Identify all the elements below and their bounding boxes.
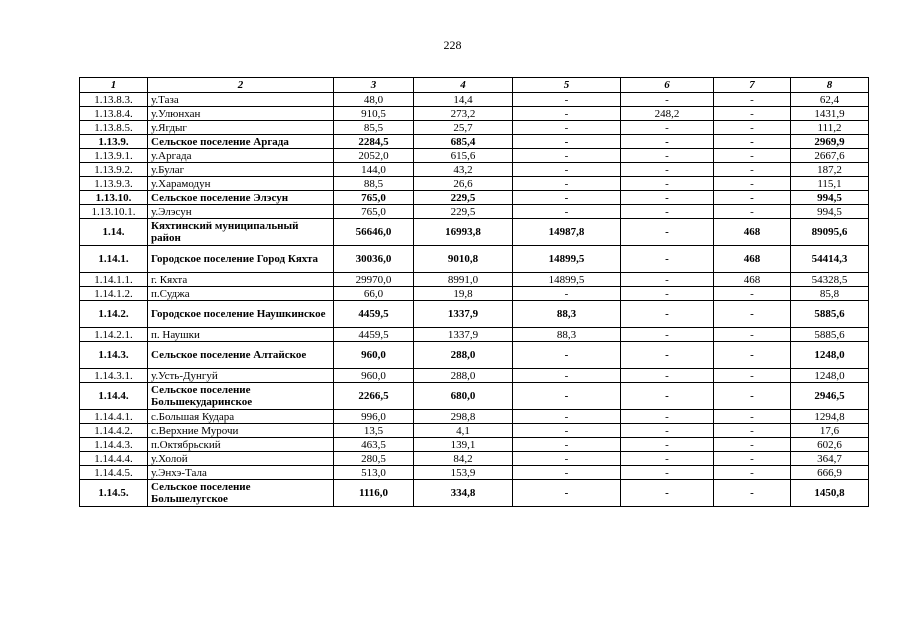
cell-value-col-5: - bbox=[513, 107, 621, 121]
cell-settlement-name: у.Улюнхан bbox=[148, 107, 334, 121]
cell-value-col-3: 85,5 bbox=[334, 121, 414, 135]
cell-value-col-5: - bbox=[513, 452, 621, 466]
cell-value-col-3: 13,5 bbox=[334, 424, 414, 438]
cell-value-col-5: - bbox=[513, 410, 621, 424]
cell-value-col-6: - bbox=[621, 287, 714, 301]
cell-settlement-name: у.Энхэ-Тала bbox=[148, 466, 334, 480]
cell-value-col-3: 29970,0 bbox=[334, 273, 414, 287]
cell-settlement-name: п.Октябрьский bbox=[148, 438, 334, 452]
cell-value-col-5: - bbox=[513, 163, 621, 177]
table-row bbox=[80, 273, 869, 287]
table-row bbox=[80, 163, 869, 177]
cell-row-number: 1.13.9.2. bbox=[80, 163, 148, 177]
cell-value-col-3: 513,0 bbox=[334, 466, 414, 480]
table-row bbox=[80, 246, 869, 273]
cell-value-col-6: - bbox=[621, 246, 714, 273]
column-header-7: 7 bbox=[714, 78, 791, 93]
cell-value-col-6: - bbox=[621, 149, 714, 163]
cell-total-col-8: 111,2 bbox=[791, 121, 869, 135]
cell-value-col-4: 615,6 bbox=[414, 149, 513, 163]
column-header-4: 4 bbox=[414, 78, 513, 93]
cell-value-col-3: 88,5 bbox=[334, 177, 414, 191]
cell-value-col-6: - bbox=[621, 480, 714, 507]
table-header-row bbox=[80, 78, 869, 93]
cell-value-col-6: - bbox=[621, 438, 714, 452]
cell-value-col-4: 153,9 bbox=[414, 466, 513, 480]
cell-value-col-5: 88,3 bbox=[513, 328, 621, 342]
cell-total-col-8: 54328,5 bbox=[791, 273, 869, 287]
cell-value-col-7: - bbox=[714, 163, 791, 177]
cell-value-col-6: - bbox=[621, 205, 714, 219]
cell-total-col-8: 994,5 bbox=[791, 205, 869, 219]
cell-value-col-4: 298,8 bbox=[414, 410, 513, 424]
cell-total-col-8: 1294,8 bbox=[791, 410, 869, 424]
page-number: 228 bbox=[443, 38, 462, 52]
cell-value-col-7: - bbox=[714, 369, 791, 383]
cell-value-col-7: - bbox=[714, 93, 791, 107]
table-row bbox=[80, 383, 869, 410]
column-header-5: 5 bbox=[513, 78, 621, 93]
table-row bbox=[80, 438, 869, 452]
cell-value-col-6: - bbox=[621, 93, 714, 107]
cell-total-col-8: 2946,5 bbox=[791, 383, 869, 410]
cell-total-col-8: 17,6 bbox=[791, 424, 869, 438]
cell-value-col-4: 1337,9 bbox=[414, 328, 513, 342]
cell-value-col-3: 765,0 bbox=[334, 205, 414, 219]
cell-value-col-5: 14899,5 bbox=[513, 246, 621, 273]
table-row bbox=[80, 328, 869, 342]
cell-value-col-4: 139,1 bbox=[414, 438, 513, 452]
cell-value-col-3: 56646,0 bbox=[334, 219, 414, 246]
cell-value-col-6: - bbox=[621, 121, 714, 135]
cell-total-col-8: 54414,3 bbox=[791, 246, 869, 273]
cell-value-col-7: - bbox=[714, 383, 791, 410]
cell-value-col-3: 30036,0 bbox=[334, 246, 414, 273]
table-row bbox=[80, 205, 869, 219]
cell-value-col-5: - bbox=[513, 438, 621, 452]
cell-value-col-6: - bbox=[621, 424, 714, 438]
cell-settlement-name: Сельское поселение Аргада bbox=[148, 135, 334, 149]
cell-row-number: 1.14.1.1. bbox=[80, 273, 148, 287]
table-row bbox=[80, 480, 869, 507]
cell-value-col-3: 4459,5 bbox=[334, 301, 414, 328]
table-row bbox=[80, 301, 869, 328]
cell-value-col-5: - bbox=[513, 149, 621, 163]
cell-settlement-name: у.Ягдыг bbox=[148, 121, 334, 135]
cell-settlement-name: п.Суджа bbox=[148, 287, 334, 301]
cell-value-col-6: - bbox=[621, 191, 714, 205]
cell-total-col-8: 364,7 bbox=[791, 452, 869, 466]
cell-value-col-6: - bbox=[621, 383, 714, 410]
cell-value-col-4: 25,7 bbox=[414, 121, 513, 135]
cell-value-col-3: 960,0 bbox=[334, 342, 414, 369]
cell-row-number: 1.14.4.2. bbox=[80, 424, 148, 438]
cell-value-col-4: 4,1 bbox=[414, 424, 513, 438]
cell-value-col-5: - bbox=[513, 480, 621, 507]
cell-settlement-name: у.Харамодун bbox=[148, 177, 334, 191]
column-header-8: 8 bbox=[791, 78, 869, 93]
cell-value-col-5: - bbox=[513, 369, 621, 383]
cell-value-col-7: - bbox=[714, 438, 791, 452]
cell-value-col-6: - bbox=[621, 135, 714, 149]
cell-value-col-6: 248,2 bbox=[621, 107, 714, 121]
cell-value-col-6: - bbox=[621, 273, 714, 287]
cell-value-col-3: 1116,0 bbox=[334, 480, 414, 507]
cell-value-col-7: - bbox=[714, 424, 791, 438]
cell-total-col-8: 1431,9 bbox=[791, 107, 869, 121]
table-row bbox=[80, 369, 869, 383]
cell-row-number: 1.14.1.2. bbox=[80, 287, 148, 301]
column-header-6: 6 bbox=[621, 78, 714, 93]
cell-value-col-3: 48,0 bbox=[334, 93, 414, 107]
cell-total-col-8: 994,5 bbox=[791, 191, 869, 205]
cell-value-col-6: - bbox=[621, 163, 714, 177]
cell-row-number: 1.14.2.1. bbox=[80, 328, 148, 342]
cell-value-col-3: 66,0 bbox=[334, 287, 414, 301]
table-row bbox=[80, 107, 869, 121]
cell-settlement-name: Сельское поселение Алтайское bbox=[148, 342, 334, 369]
cell-value-col-4: 26,6 bbox=[414, 177, 513, 191]
cell-value-col-7: 468 bbox=[714, 246, 791, 273]
cell-value-col-6: - bbox=[621, 466, 714, 480]
cell-value-col-6: - bbox=[621, 369, 714, 383]
cell-value-col-7: - bbox=[714, 452, 791, 466]
cell-settlement-name: у.Таза bbox=[148, 93, 334, 107]
cell-value-col-4: 288,0 bbox=[414, 369, 513, 383]
table-row bbox=[80, 121, 869, 135]
cell-value-col-3: 960,0 bbox=[334, 369, 414, 383]
cell-value-col-7: - bbox=[714, 301, 791, 328]
cell-row-number: 1.14.4.4. bbox=[80, 452, 148, 466]
cell-total-col-8: 85,8 bbox=[791, 287, 869, 301]
cell-row-number: 1.13.9. bbox=[80, 135, 148, 149]
cell-value-col-7: - bbox=[714, 205, 791, 219]
table-row bbox=[80, 135, 869, 149]
cell-value-col-5: - bbox=[513, 383, 621, 410]
cell-value-col-6: - bbox=[621, 410, 714, 424]
cell-value-col-4: 8991,0 bbox=[414, 273, 513, 287]
cell-row-number: 1.13.10. bbox=[80, 191, 148, 205]
cell-value-col-3: 2284,5 bbox=[334, 135, 414, 149]
data-table bbox=[79, 77, 869, 507]
cell-value-col-4: 16993,8 bbox=[414, 219, 513, 246]
cell-value-col-5: - bbox=[513, 121, 621, 135]
cell-value-col-4: 229,5 bbox=[414, 205, 513, 219]
cell-value-col-7: - bbox=[714, 107, 791, 121]
cell-row-number: 1.14. bbox=[80, 219, 148, 246]
cell-value-col-6: - bbox=[621, 177, 714, 191]
cell-value-col-5: - bbox=[513, 135, 621, 149]
cell-settlement-name: п. Наушки bbox=[148, 328, 334, 342]
table-row bbox=[80, 287, 869, 301]
cell-row-number: 1.13.10.1. bbox=[80, 205, 148, 219]
cell-settlement-name: Сельское поселение Большекударинское bbox=[148, 383, 334, 410]
cell-value-col-7: - bbox=[714, 177, 791, 191]
cell-row-number: 1.13.8.4. bbox=[80, 107, 148, 121]
cell-value-col-7: - bbox=[714, 342, 791, 369]
table-row bbox=[80, 177, 869, 191]
cell-value-col-3: 910,5 bbox=[334, 107, 414, 121]
cell-row-number: 1.14.4.5. bbox=[80, 466, 148, 480]
cell-settlement-name: у.Усть-Дунгуй bbox=[148, 369, 334, 383]
cell-value-col-4: 1337,9 bbox=[414, 301, 513, 328]
cell-total-col-8: 115,1 bbox=[791, 177, 869, 191]
cell-value-col-6: - bbox=[621, 328, 714, 342]
cell-total-col-8: 2667,6 bbox=[791, 149, 869, 163]
cell-row-number: 1.13.9.3. bbox=[80, 177, 148, 191]
table-row bbox=[80, 191, 869, 205]
cell-value-col-4: 273,2 bbox=[414, 107, 513, 121]
cell-row-number: 1.14.3. bbox=[80, 342, 148, 369]
cell-value-col-3: 2052,0 bbox=[334, 149, 414, 163]
table-row bbox=[80, 424, 869, 438]
cell-total-col-8: 2969,9 bbox=[791, 135, 869, 149]
cell-value-col-7: - bbox=[714, 135, 791, 149]
cell-value-col-5: 14899,5 bbox=[513, 273, 621, 287]
cell-row-number: 1.14.3.1. bbox=[80, 369, 148, 383]
cell-value-col-5: - bbox=[513, 191, 621, 205]
cell-total-col-8: 666,9 bbox=[791, 466, 869, 480]
table-row bbox=[80, 452, 869, 466]
cell-total-col-8: 1450,8 bbox=[791, 480, 869, 507]
table-row bbox=[80, 93, 869, 107]
cell-value-col-7: - bbox=[714, 328, 791, 342]
cell-value-col-3: 2266,5 bbox=[334, 383, 414, 410]
table-body bbox=[80, 78, 869, 507]
cell-row-number: 1.14.2. bbox=[80, 301, 148, 328]
cell-value-col-6: - bbox=[621, 452, 714, 466]
cell-value-col-7: 468 bbox=[714, 219, 791, 246]
cell-value-col-5: - bbox=[513, 93, 621, 107]
cell-settlement-name: Сельское поселение Большелугское bbox=[148, 480, 334, 507]
cell-total-col-8: 187,2 bbox=[791, 163, 869, 177]
cell-value-col-3: 4459,5 bbox=[334, 328, 414, 342]
cell-row-number: 1.13.8.3. bbox=[80, 93, 148, 107]
cell-value-col-4: 685,4 bbox=[414, 135, 513, 149]
cell-value-col-3: 463,5 bbox=[334, 438, 414, 452]
cell-value-col-6: - bbox=[621, 342, 714, 369]
cell-value-col-7: - bbox=[714, 410, 791, 424]
cell-row-number: 1.13.9.1. bbox=[80, 149, 148, 163]
cell-row-number: 1.14.1. bbox=[80, 246, 148, 273]
cell-value-col-5: - bbox=[513, 424, 621, 438]
table-row bbox=[80, 149, 869, 163]
cell-row-number: 1.13.8.5. bbox=[80, 121, 148, 135]
cell-value-col-4: 43,2 bbox=[414, 163, 513, 177]
cell-settlement-name: г. Кяхта bbox=[148, 273, 334, 287]
cell-settlement-name: у.Аргада bbox=[148, 149, 334, 163]
cell-value-col-3: 765,0 bbox=[334, 191, 414, 205]
cell-settlement-name: у.Булаг bbox=[148, 163, 334, 177]
cell-settlement-name: с.Большая Кудара bbox=[148, 410, 334, 424]
cell-value-col-7: 468 bbox=[714, 273, 791, 287]
cell-settlement-name: у.Холой bbox=[148, 452, 334, 466]
cell-value-col-7: - bbox=[714, 466, 791, 480]
cell-value-col-4: 19,8 bbox=[414, 287, 513, 301]
cell-settlement-name: с.Верхние Мурочи bbox=[148, 424, 334, 438]
table-row bbox=[80, 219, 869, 246]
cell-value-col-5: 14987,8 bbox=[513, 219, 621, 246]
column-header-1: 1 bbox=[80, 78, 148, 93]
cell-value-col-5: - bbox=[513, 287, 621, 301]
column-header-3: 3 bbox=[334, 78, 414, 93]
cell-total-col-8: 1248,0 bbox=[791, 369, 869, 383]
cell-value-col-7: - bbox=[714, 480, 791, 507]
table-row bbox=[80, 342, 869, 369]
cell-row-number: 1.14.4.1. bbox=[80, 410, 148, 424]
cell-value-col-4: 14,4 bbox=[414, 93, 513, 107]
cell-settlement-name: Городское поселение Наушкинское bbox=[148, 301, 334, 328]
cell-value-col-4: 84,2 bbox=[414, 452, 513, 466]
cell-row-number: 1.14.4. bbox=[80, 383, 148, 410]
cell-value-col-7: - bbox=[714, 121, 791, 135]
cell-value-col-6: - bbox=[621, 301, 714, 328]
table-row bbox=[80, 466, 869, 480]
cell-value-col-7: - bbox=[714, 149, 791, 163]
cell-settlement-name: Городское поселение Город Кяхта bbox=[148, 246, 334, 273]
cell-value-col-3: 280,5 bbox=[334, 452, 414, 466]
cell-value-col-6: - bbox=[621, 219, 714, 246]
cell-value-col-3: 996,0 bbox=[334, 410, 414, 424]
cell-value-col-3: 144,0 bbox=[334, 163, 414, 177]
cell-value-col-5: - bbox=[513, 342, 621, 369]
cell-value-col-4: 229,5 bbox=[414, 191, 513, 205]
cell-total-col-8: 89095,6 bbox=[791, 219, 869, 246]
cell-row-number: 1.14.5. bbox=[80, 480, 148, 507]
cell-value-col-7: - bbox=[714, 287, 791, 301]
cell-settlement-name: Сельское поселение Элэсун bbox=[148, 191, 334, 205]
cell-total-col-8: 1248,0 bbox=[791, 342, 869, 369]
cell-value-col-5: - bbox=[513, 205, 621, 219]
cell-total-col-8: 602,6 bbox=[791, 438, 869, 452]
cell-value-col-4: 680,0 bbox=[414, 383, 513, 410]
cell-value-col-4: 334,8 bbox=[414, 480, 513, 507]
cell-value-col-4: 288,0 bbox=[414, 342, 513, 369]
cell-row-number: 1.14.4.3. bbox=[80, 438, 148, 452]
cell-value-col-7: - bbox=[714, 191, 791, 205]
table-row bbox=[80, 410, 869, 424]
cell-value-col-5: - bbox=[513, 466, 621, 480]
cell-total-col-8: 62,4 bbox=[791, 93, 869, 107]
cell-value-col-5: 88,3 bbox=[513, 301, 621, 328]
cell-value-col-4: 9010,8 bbox=[414, 246, 513, 273]
cell-total-col-8: 5885,6 bbox=[791, 301, 869, 328]
cell-value-col-5: - bbox=[513, 177, 621, 191]
column-header-2: 2 bbox=[148, 78, 334, 93]
cell-settlement-name: у.Элэсун bbox=[148, 205, 334, 219]
cell-settlement-name: Кяхтинский муниципальный район bbox=[148, 219, 334, 246]
cell-total-col-8: 5885,6 bbox=[791, 328, 869, 342]
